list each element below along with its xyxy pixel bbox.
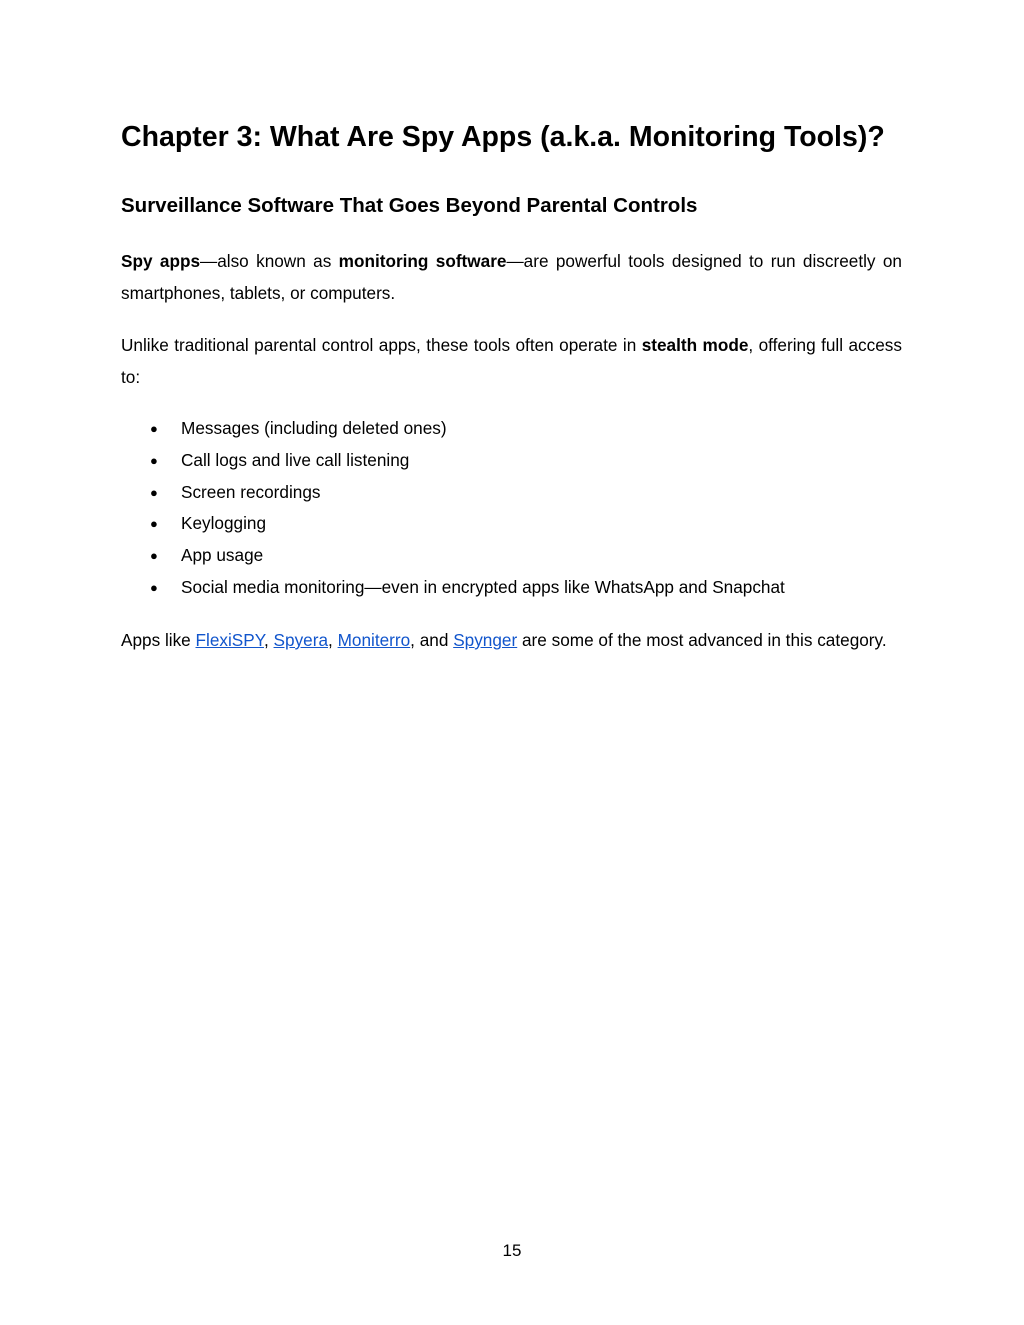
list-item — [121, 572, 785, 604]
term-spy-apps: Spy apps — [121, 251, 201, 271]
list-item — [121, 413, 785, 445]
list-item-text: App usage — [181, 545, 264, 566]
section-title: Surveillance Software That Goes Beyond Parental Controls — [121, 194, 698, 217]
comparison-text-2: , offering full access to: — [121, 335, 902, 387]
list-item-text: Screen recordings — [181, 481, 321, 502]
bullet-marker: ● — [150, 484, 158, 500]
page-number: 15 — [502, 1241, 522, 1260]
bullet-marker: ● — [150, 516, 158, 532]
list-item-text: Social media monitoring—even in encrypted apps like WhatsApp and Snapchat — [181, 576, 785, 597]
list-item — [121, 477, 785, 509]
intro-text-2: —are powerful tools designed to run discreetly on smartphones, tablets, or computers. — [121, 251, 902, 303]
examples-text-2: are some of the most advanced in this category. — [517, 630, 887, 650]
bullet-marker: ● — [150, 452, 158, 468]
flexispy-link[interactable]: FlexiSPY — [195, 630, 264, 650]
examples-text-1: Apps like — [121, 630, 196, 650]
examples-paragraph — [121, 623, 902, 658]
intro-paragraph — [121, 245, 902, 309]
list-item-text: Messages (including deleted ones) — [181, 418, 447, 438]
separator: , — [263, 630, 274, 650]
spyera-link[interactable]: Spyera — [273, 630, 329, 650]
comparison-text-1: Unlike traditional parental control apps, these tools often operate in — [121, 335, 642, 355]
chapter-title: Chapter 3: What Are Spy Apps (a.k.a. Monitoring Tools)? — [121, 121, 885, 153]
comparison-paragraph — [121, 329, 902, 393]
list-item — [121, 445, 785, 477]
separator: , — [328, 630, 338, 650]
moniterro-link[interactable]: Moniterro — [337, 630, 411, 650]
list-item-text: Call logs and live call listening — [181, 449, 410, 470]
bullet-marker: ● — [150, 548, 158, 564]
list-item — [121, 540, 785, 572]
list-item-text: Keylogging — [181, 513, 267, 534]
bullet-marker: ● — [150, 421, 158, 436]
spynger-link[interactable]: Spynger — [453, 630, 518, 650]
term-monitoring-software: monitoring software — [338, 251, 507, 271]
term-stealth-mode: stealth mode — [641, 335, 749, 355]
bullet-marker: ● — [150, 579, 158, 595]
intro-text-1: —also known as — [200, 251, 339, 271]
separator: , and — [410, 630, 454, 650]
list-item — [121, 508, 785, 540]
features-list — [121, 413, 785, 604]
